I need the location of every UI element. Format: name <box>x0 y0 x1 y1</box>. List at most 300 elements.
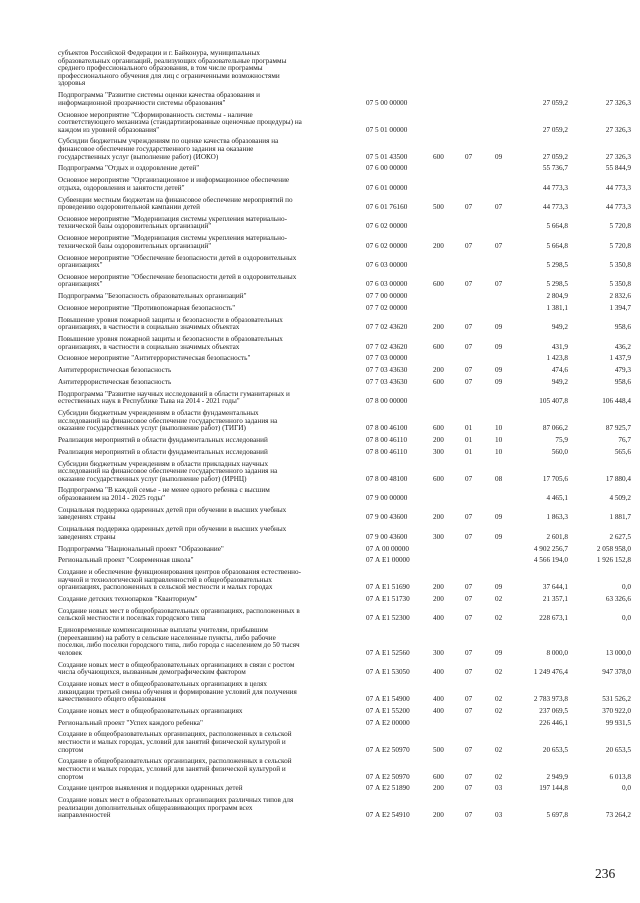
subsection-code: 02 <box>495 594 503 603</box>
row-description <box>58 317 358 332</box>
subsection-code: 09 <box>495 583 503 592</box>
subsection-code: 02 <box>495 745 503 754</box>
description-line: Создание и обеспечение функционирования центров образования естественно- <box>58 568 302 576</box>
subsection-code: 09 <box>495 377 503 386</box>
amount-year-1: 87 066,2 <box>542 424 568 433</box>
description-line: отдыха, оздоровления и занятости детей" <box>58 183 185 192</box>
row-description <box>58 731 358 754</box>
amount-year-1: 2 783 973,8 <box>533 695 568 704</box>
row-description <box>58 255 358 270</box>
description-line: среднего профессионального образования, в том числе программы <box>58 64 263 73</box>
subsection-code: 08 <box>495 474 503 483</box>
description-line: Повышение уровня пожарной защиты и безопасности в образовательных <box>58 335 283 344</box>
description-line: реализации дополнительных общеразвивающих программ всех <box>58 803 253 812</box>
target-article-code: 07 А Е2 54910 <box>366 811 410 820</box>
target-article-code: 07 5 00 00000 <box>366 98 408 107</box>
target-article-code: 07 8 00 00000 <box>366 397 408 406</box>
section-code: 07 <box>465 648 473 657</box>
description-line: Субсидии бюджетным учреждениям в области фундаментальных <box>58 409 259 418</box>
description-line: Подпрограмма "В каждой семье - не менее одного ребенка с высшим <box>58 486 270 495</box>
target-article-code: 07 А Е1 00000 <box>366 556 410 565</box>
expense-type-code: 200 <box>433 811 444 820</box>
description-line: Создание новых мест в общеобразовательных организациях в связи с ростом <box>58 660 295 669</box>
amount-year-1: 44 773,3 <box>542 203 568 212</box>
amount-year-1: 226 446,1 <box>539 718 568 727</box>
description-line: Основное мероприятие "Противопожарная безопасность" <box>58 304 236 312</box>
description-line: государственных услуг (выполнение работ) (ИОКО) <box>58 152 219 161</box>
target-article-code: 07 7 03 00000 <box>366 354 408 363</box>
description-line: исследований на финансовое обеспечение государственного задания на <box>58 416 278 425</box>
row-description <box>58 627 358 657</box>
description-line: Субсидии бюджетным учреждениям в области прикладных научных <box>58 459 269 468</box>
row-description <box>58 367 358 375</box>
target-article-code: 07 7 00 00000 <box>366 292 408 301</box>
amount-year-2: 947 378,0 <box>602 668 631 677</box>
row-description <box>58 437 358 445</box>
subsection-code: 09 <box>495 342 503 351</box>
amount-year-1: 27 059,2 <box>542 125 568 134</box>
section-code: 07 <box>465 323 473 332</box>
description-line: Основное мероприятие "Обеспечение безопасности детей в оздоровительных <box>58 253 297 262</box>
target-article-code: 07 А Е1 54900 <box>366 695 410 704</box>
target-article-code: 07 9 00 43600 <box>366 532 408 541</box>
amount-year-2: 55 844,9 <box>605 164 631 173</box>
description-line: организациях" <box>58 261 103 270</box>
description-line: Создание новых мест в общеобразовательных организациях, расположенных в <box>58 606 300 615</box>
description-line: оказание государственных услуг (выполнение работ) (ТИГИ) <box>58 424 246 433</box>
description-line: спортом <box>58 745 84 754</box>
description-line: Антитеррористическая безопасность <box>58 377 172 386</box>
amount-year-1: 17 705,6 <box>542 474 568 483</box>
amount-year-2: 5 720,8 <box>609 241 631 250</box>
description-line: Создание новых мест в общеобразовательных организациях <box>58 706 243 715</box>
target-article-code: 07 А Е2 00000 <box>366 718 410 727</box>
amount-year-1: 949,2 <box>551 323 568 332</box>
description-line: организациях, в частности в социально значимых объектах <box>58 342 240 351</box>
amount-year-1: 5 697,8 <box>546 811 568 820</box>
amount-year-2: 27 326,3 <box>605 98 631 107</box>
target-article-code: 07 8 00 46100 <box>366 424 408 433</box>
amount-year-2: 2 627,5 <box>609 532 631 541</box>
row-description <box>58 138 358 161</box>
target-article-code: 07 А Е1 51690 <box>366 583 410 592</box>
row-description <box>58 355 358 363</box>
target-article-code: 07 А Е2 50970 <box>366 772 410 781</box>
row-description <box>58 92 358 107</box>
row-description <box>58 274 358 289</box>
description-line: Повышение уровня пожарной защиты и безопасности в образовательных <box>58 315 283 324</box>
amount-year-1: 228 673,1 <box>539 614 568 623</box>
amount-year-1: 21 357,1 <box>542 594 568 603</box>
amount-year-1: 4 465,1 <box>546 494 568 503</box>
row-description <box>58 449 358 457</box>
row-description <box>58 216 358 231</box>
amount-year-1: 5 664,8 <box>546 222 568 231</box>
description-line: (переехавшим) на работу в сельские населенные пункты, либо рабочие <box>58 633 276 642</box>
amount-year-2: 1 926 152,8 <box>596 556 631 565</box>
section-code: 07 <box>465 532 473 541</box>
section-code: 07 <box>465 203 473 212</box>
description-line: соответствующего механизма (стандартизированные оценочные процедуры) на <box>58 118 302 127</box>
amount-year-1: 55 736,7 <box>542 164 568 173</box>
subsection-code: 09 <box>495 513 503 522</box>
amount-year-1: 2 601,8 <box>546 532 568 541</box>
amount-year-2: 1 881,7 <box>609 513 631 522</box>
amount-year-2: 99 931,5 <box>605 718 631 727</box>
description-line: Основное мероприятие "Модернизация системы укрепления материально- <box>58 214 287 223</box>
target-article-code: 07 7 03 43630 <box>366 377 408 386</box>
expense-type-code: 600 <box>433 280 444 289</box>
row-description <box>58 557 358 565</box>
amount-year-2: 0,0 <box>622 784 631 793</box>
amount-year-2: 1 437,9 <box>609 354 631 363</box>
section-code: 07 <box>465 583 473 592</box>
row-description <box>58 681 358 704</box>
description-line: поселки, либо поселки городского типа, либо города с населением до 50 тысяч <box>58 641 300 650</box>
section-code: 07 <box>465 241 473 250</box>
target-article-code: 07 9 00 43600 <box>366 513 408 522</box>
amount-year-1: 27 059,2 <box>542 98 568 107</box>
subsection-code: 07 <box>495 203 503 212</box>
amount-year-2: 20 653,5 <box>605 745 631 754</box>
expense-type-code: 300 <box>433 447 444 456</box>
description-line: Реализация мероприятий в области фундаментальных исследований <box>58 447 268 456</box>
description-line: ликвидации третьей смены обучения и формирование условий для получения <box>58 687 297 696</box>
row-description <box>58 336 358 351</box>
page-number: 236 <box>595 866 616 881</box>
amount-year-1: 4 902 256,7 <box>533 544 568 553</box>
description-line: финансовое обеспечение государственного задания на оказание <box>58 145 254 154</box>
section-code: 01 <box>465 447 473 456</box>
description-line: каждом из уровней образования" <box>58 125 160 134</box>
row-description <box>58 662 358 677</box>
description-line: Подпрограмма "Национальный проект "Образование" <box>58 544 224 553</box>
amount-year-2: 44 773,3 <box>605 183 631 192</box>
amount-year-1: 5 298,5 <box>546 261 568 270</box>
description-line: исследований на финансовое обеспечение государственного задания на <box>58 467 278 476</box>
amount-year-1: 1 249 476,4 <box>533 668 568 677</box>
expense-type-code: 200 <box>433 583 444 592</box>
subsection-code: 02 <box>495 706 503 715</box>
description-line: Подпрограмма "Безопасность образовательных организаций" <box>58 292 247 301</box>
expense-type-code: 200 <box>433 594 444 603</box>
row-description <box>58 112 358 135</box>
amount-year-2: 73 264,2 <box>605 811 631 820</box>
amount-year-1: 197 144,8 <box>539 784 568 793</box>
target-article-code: 07 6 00 00000 <box>366 164 408 173</box>
row-description <box>58 569 358 592</box>
expense-type-code: 200 <box>433 513 444 522</box>
description-line: Реализация мероприятий в области фундаментальных исследований <box>58 436 268 444</box>
amount-year-2: 4 509,2 <box>609 494 631 503</box>
row-description <box>58 461 358 484</box>
description-line: научной и технологической направленностей в общеобразовательных <box>58 575 272 584</box>
description-line: профессионального обучения для лиц с ограниченными возможностями <box>58 71 280 80</box>
description-line: Региональный проект "Успех каждого ребенка" <box>58 718 203 727</box>
target-article-code: 07 А Е1 55200 <box>366 706 410 715</box>
target-article-code: 07 6 03 00000 <box>366 280 408 289</box>
row-description <box>58 293 358 301</box>
section-code: 07 <box>465 668 473 677</box>
description-line: образованием на 2014 - 2025 годы" <box>58 494 166 503</box>
subsection-code: 03 <box>495 784 503 793</box>
row-description <box>58 507 358 522</box>
subsection-code: 10 <box>495 447 503 456</box>
target-article-code: 07 А Е1 52300 <box>366 614 410 623</box>
subsection-code: 10 <box>495 424 503 433</box>
amount-year-2: 0,0 <box>622 614 631 623</box>
amount-year-2: 531 526,2 <box>602 695 631 704</box>
amount-year-1: 1 863,3 <box>546 513 568 522</box>
row-description <box>58 785 358 793</box>
expense-type-code: 400 <box>433 614 444 623</box>
description-line: заведениях страны <box>58 532 116 541</box>
description-line: числа обучающихся, вызванным демографическим фактором <box>58 668 246 677</box>
row-description <box>58 596 358 604</box>
row-description <box>58 487 358 502</box>
description-line: оказание государственных услуг (выполнение работ) (ИРНЦ) <box>58 474 247 483</box>
section-code: 07 <box>465 366 473 375</box>
description-line: Подпрограмма "Развитие системы оценки качества образования и <box>58 91 260 100</box>
description-line: Создание в общеобразовательных организациях, расположенных в сельской <box>58 730 292 739</box>
description-line: Субсидии бюджетным учреждениям по оценке качества образования на <box>58 137 279 146</box>
section-code: 07 <box>465 377 473 386</box>
amount-year-2: 17 880,4 <box>605 474 631 483</box>
section-code: 07 <box>465 280 473 289</box>
expense-type-code: 600 <box>433 474 444 483</box>
description-line: естественных наук в Республике Тыва на 2014 - 2021 годы" <box>58 397 240 406</box>
amount-year-2: 958,6 <box>614 377 631 386</box>
expense-type-code: 500 <box>433 745 444 754</box>
section-code: 07 <box>465 152 473 161</box>
description-line: проведению оздоровительной кампании детей <box>58 203 200 212</box>
description-line: Антитеррористическая безопасность <box>58 366 172 375</box>
subsection-code: 07 <box>495 241 503 250</box>
target-article-code: 07 7 03 43630 <box>366 366 408 375</box>
description-line: здоровья <box>58 79 86 88</box>
amount-year-1: 5 664,8 <box>546 241 568 250</box>
description-line: Основное мероприятие "Антитеррористическая безопасность" <box>58 354 251 363</box>
description-line: Создание новых мест в образовательных организациях различных типов для <box>58 796 294 805</box>
amount-year-1: 431,9 <box>551 342 568 351</box>
target-article-code: 07 5 01 43500 <box>366 152 408 161</box>
amount-year-2: 76,7 <box>618 436 631 444</box>
amount-year-1: 1 381,1 <box>546 304 568 312</box>
description-line: Подпрограмма "Развитие научных исследований в области гуманитарных и <box>58 389 290 398</box>
amount-year-1: 2 804,9 <box>546 292 568 301</box>
expense-type-code: 600 <box>433 424 444 433</box>
target-article-code: 07 А Е1 51730 <box>366 594 410 603</box>
description-line: организациях, расположенных в сельской местности и малых городах <box>58 583 273 592</box>
row-description <box>58 758 358 781</box>
row-description <box>58 546 358 554</box>
amount-year-2: 565,6 <box>614 447 631 456</box>
description-line: Создание детских технопарков "Кванториум" <box>58 594 198 603</box>
amount-year-2: 958,6 <box>614 323 631 332</box>
subsection-code: 09 <box>495 648 503 657</box>
expense-type-code: 200 <box>433 784 444 793</box>
row-description <box>58 720 358 728</box>
subsection-code: 02 <box>495 614 503 623</box>
amount-year-1: 75,9 <box>555 436 568 444</box>
subsection-code: 09 <box>495 323 503 332</box>
expense-type-code: 600 <box>433 377 444 386</box>
section-code: 07 <box>465 811 473 820</box>
amount-year-1: 949,2 <box>551 377 568 386</box>
description-line: Основное мероприятие "Модернизация системы укрепления материально- <box>58 234 287 243</box>
amount-year-2: 5 350,8 <box>609 261 631 270</box>
description-line: Региональный проект "Современная школа" <box>58 556 194 565</box>
amount-year-2: 370 922,0 <box>602 706 631 715</box>
amount-year-2: 63 326,6 <box>605 594 631 603</box>
section-code: 07 <box>465 745 473 754</box>
section-code: 07 <box>465 342 473 351</box>
section-code: 07 <box>465 513 473 522</box>
amount-year-2: 6 013,8 <box>609 772 631 781</box>
amount-year-2: 479,3 <box>614 366 631 375</box>
target-article-code: 07 А Е2 50970 <box>366 745 410 754</box>
target-article-code: 07 А 00 00000 <box>366 544 409 553</box>
description-line: информационной прозрачности системы образования" <box>58 98 226 107</box>
row-description <box>58 526 358 541</box>
section-code: 07 <box>465 784 473 793</box>
description-line: направленностей <box>58 811 111 820</box>
description-line: сельской местности и поселках городского типа <box>58 614 206 623</box>
amount-year-1: 560,0 <box>551 447 568 456</box>
amount-year-1: 105 407,8 <box>539 397 568 406</box>
target-article-code: 07 6 03 00000 <box>366 261 408 270</box>
amount-year-1: 8 000,0 <box>546 648 568 657</box>
amount-year-2: 436,2 <box>614 342 631 351</box>
expense-type-code: 200 <box>433 241 444 250</box>
target-article-code: 07 8 00 46110 <box>366 447 408 456</box>
description-line: Единовременные компенсационные выплаты учителям, прибывшим <box>58 626 268 635</box>
subsection-code: 09 <box>495 152 503 161</box>
row-description <box>58 410 358 433</box>
target-article-code: 07 8 00 46110 <box>366 436 408 444</box>
expense-type-code: 300 <box>433 648 444 657</box>
row-description <box>58 235 358 250</box>
section-code: 07 <box>465 706 473 715</box>
subsection-code: 07 <box>495 280 503 289</box>
row-description <box>58 305 358 313</box>
expense-type-code: 200 <box>433 366 444 375</box>
target-article-code: 07 А Е1 53050 <box>366 668 410 677</box>
subsection-code: 02 <box>495 695 503 704</box>
row-description <box>58 797 358 820</box>
target-article-code: 07 8 00 48100 <box>366 474 408 483</box>
amount-year-2: 0,0 <box>622 583 631 592</box>
section-code: 07 <box>465 772 473 781</box>
description-line: организациях" <box>58 280 103 289</box>
row-description <box>58 177 358 192</box>
row-description <box>58 197 358 212</box>
amount-year-1: 474,6 <box>551 366 568 375</box>
amount-year-2: 44 773,3 <box>605 203 631 212</box>
description-line: Основное мероприятие "Организационное и информационное обеспечение <box>58 176 290 185</box>
target-article-code: 07 А Е1 52560 <box>366 648 410 657</box>
target-article-code: 07 7 02 43620 <box>366 323 408 332</box>
section-code: 01 <box>465 424 473 433</box>
target-article-code: 07 9 00 00000 <box>366 494 408 503</box>
subsection-code: 02 <box>495 668 503 677</box>
subsection-code: 09 <box>495 366 503 375</box>
expense-type-code: 600 <box>433 152 444 161</box>
amount-year-2: 1 394,7 <box>609 304 631 312</box>
target-article-code: 07 6 01 76160 <box>366 203 408 212</box>
expense-type-code: 600 <box>433 772 444 781</box>
expense-type-code: 500 <box>433 203 444 212</box>
expense-type-code: 400 <box>433 695 444 704</box>
description-line: образовательных организаций, реализующих образовательные программы <box>58 56 287 65</box>
amount-year-2: 2 832,6 <box>609 292 631 301</box>
row-description <box>58 165 358 173</box>
section-code: 07 <box>465 474 473 483</box>
amount-year-1: 237 069,5 <box>539 706 568 715</box>
description-line: местности и малых городах, условий для занятий физической культурой и <box>58 737 286 746</box>
description-line: Подпрограмма "Отдых и оздоровление детей" <box>58 164 200 173</box>
target-article-code: 07 7 02 00000 <box>366 304 408 312</box>
amount-year-2: 5 350,8 <box>609 280 631 289</box>
expense-type-code: 400 <box>433 706 444 715</box>
description-line: заведениях страны <box>58 513 116 522</box>
target-article-code: 07 6 01 00000 <box>366 183 408 192</box>
amount-year-2: 13 000,0 <box>605 648 631 657</box>
amount-year-2: 87 925,7 <box>605 424 631 433</box>
amount-year-1: 2 949,9 <box>546 772 568 781</box>
description-line: Субвенции местным бюджетам на финансовое обеспечение мероприятий по <box>58 195 293 204</box>
description-line: Создание в общеобразовательных организациях, расположенных в сельской <box>58 757 292 766</box>
subsection-code: 10 <box>495 436 503 444</box>
description-line: Создание новых мест в общеобразовательных организациях в целях <box>58 679 268 688</box>
section-code: 07 <box>465 614 473 623</box>
expense-type-code: 600 <box>433 342 444 351</box>
row-description <box>58 708 358 716</box>
subsection-code: 03 <box>495 811 503 820</box>
target-article-code: 07 5 01 00000 <box>366 125 408 134</box>
subsection-code: 09 <box>495 532 503 541</box>
amount-year-2: 2 058 958,0 <box>596 544 631 553</box>
amount-year-1: 27 059,2 <box>542 152 568 161</box>
amount-year-2: 5 720,8 <box>609 222 631 231</box>
amount-year-1: 1 423,8 <box>546 354 568 363</box>
target-article-code: 07 6 02 00000 <box>366 222 408 231</box>
description-line: Социальная поддержка одаренных детей при обучении в высших учебных <box>58 525 287 534</box>
expense-type-code: 300 <box>433 532 444 541</box>
description-line: человек <box>58 648 83 657</box>
amount-year-1: 20 653,5 <box>542 745 568 754</box>
amount-year-2: 27 326,3 <box>605 152 631 161</box>
description-line: спортом <box>58 772 84 781</box>
target-article-code: 07 7 02 43620 <box>366 342 408 351</box>
expense-type-code: 200 <box>433 436 444 444</box>
description-line: технической базы оздоровительных организаций" <box>58 241 212 250</box>
description-line: субъектов Российской Федерации и г. Байконура, муниципальных <box>58 49 261 57</box>
target-article-code: 07 6 02 00000 <box>366 241 408 250</box>
section-code: 07 <box>465 594 473 603</box>
amount-year-2: 27 326,3 <box>605 125 631 134</box>
description-line: Социальная поддержка одаренных детей при обучении в высших учебных <box>58 505 287 514</box>
expense-type-code: 200 <box>433 323 444 332</box>
description-line: Создание центров выявления и поддержки одаренных детей <box>58 784 243 793</box>
description-line: Основное мероприятие "Обеспечение безопасности детей в оздоровительных <box>58 272 297 281</box>
subsection-code: 02 <box>495 772 503 781</box>
target-article-code: 07 А Е2 51890 <box>366 784 410 793</box>
section-code: 01 <box>465 436 473 444</box>
row-description <box>58 379 358 387</box>
expense-type-code: 400 <box>433 668 444 677</box>
amount-year-1: 4 566 194,0 <box>533 556 568 565</box>
